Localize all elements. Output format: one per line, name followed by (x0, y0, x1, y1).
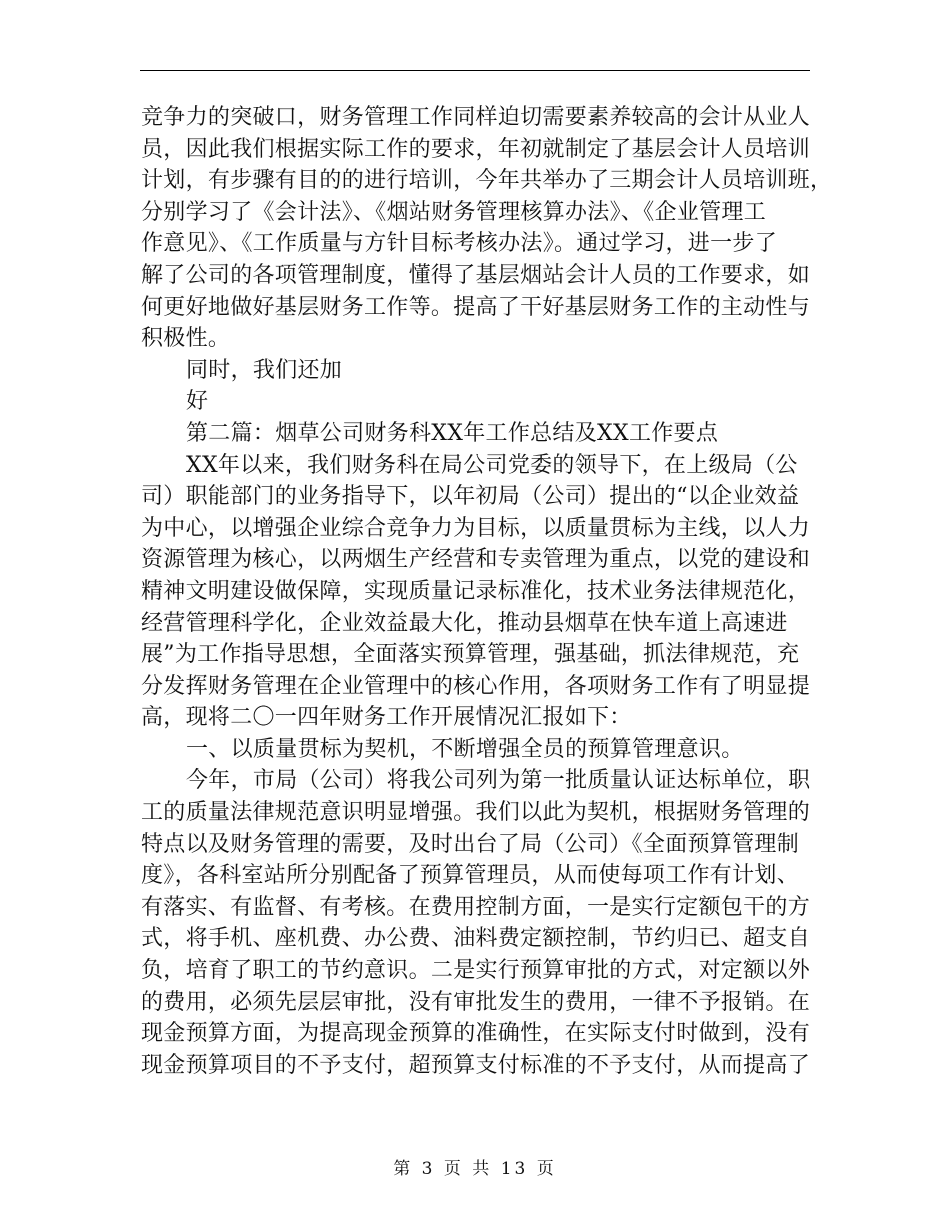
text-line: 一、以质量贯标为契机，不断增强全员的预算管理意识。 (186, 736, 744, 762)
text-line: 式，将手机、座机费、办公费、油料费定额控制，节约归已、超支自 (141, 926, 811, 952)
document-body (141, 102, 833, 1081)
text-line: 为中心，以增强企业综合竞争力为目标，以质量贯标为主线，以人力 (141, 515, 811, 541)
text-line: 今年，市局（公司）将我公司列为第一批质量认证达标单位，职 (186, 768, 811, 794)
text-line: 好 (186, 389, 209, 415)
text-line: 分发挥财务管理在企业管理中的核心作用，各项财务工作有了明显提 (141, 673, 811, 699)
text-line: 有落实、有监督、有考核。在费用控制方面，一是实行定额包干的方 (141, 894, 811, 920)
text-line: 第二篇：烟草公司财务科XX年工作总结及XX工作要点 (186, 420, 719, 446)
text-line: 高，现将二〇一四年财务工作开展情况汇报如下： (141, 705, 632, 731)
text-line: 工的质量法律规范意识明显增强。我们以此为契机，根据财务管理的 (141, 800, 811, 826)
text-line: 积极性。 (141, 326, 231, 352)
text-line: 何更好地做好基层财务工作等。提高了干好基层财务工作的主动性与 (141, 294, 811, 320)
text-line: 经营管理科学化，企业效益最大化，推动县烟草在快车道上高速进 (141, 610, 788, 636)
text-line: 的费用，必须先层层审批，没有审批发生的费用，一律不予报销。在 (141, 989, 811, 1015)
text-line: 资源管理为核心，以两烟生产经营和专卖管理为重点，以党的建设和 (141, 547, 811, 573)
text-line: 司）职能部门的业务指导下，以年初局（公司）提出的“以企业效益 (141, 484, 800, 510)
header-rule (140, 70, 810, 71)
text-line: 解了公司的各项管理制度，懂得了基层烟站会计人员的工作要求，如 (141, 262, 811, 288)
text-line: 精神文明建设做保障，实现质量记录标准化，技术业务法律规范化， (141, 578, 811, 604)
text-line: 作意见》、《工作质量与方针目标考核办法》。通过学习，进一步了 (141, 231, 778, 257)
page-footer: 第 3 页 共 13 页 (393, 1159, 557, 1179)
text-line: 竞争力的突破口，财务管理工作同样迫切需要素养较高的会计从业人 (141, 105, 811, 130)
text-line: 现金预算方面，为提高现金预算的准确性，在实际支付时做到，没有 (141, 1021, 811, 1047)
text-line: 特点以及财务管理的需要，及时出台了局（公司）《全面预算管理制 (141, 831, 800, 857)
text-line: 展”为工作指导思想，全面落实预算管理，强基础，抓法律规范，充 (141, 642, 800, 668)
text-line: XX年以来，我们财务科在局公司党委的领导下，在上级局（公 (186, 452, 798, 478)
text-line: 现金预算项目的不予支付，超预算支付标准的不予支付，从而提高了 (141, 1052, 811, 1078)
text-line: 同时，我们还加 (186, 357, 343, 383)
text-line: 负，培育了职工的节约意识。二是实行预算审批的方式，对定额以外 (141, 958, 811, 984)
text-line: 分别学习了《会计法》、《烟站财务管理核算办法》、《企业管理工 (141, 199, 767, 225)
text-line: 度》，各科室站所分别配备了预算管理员，从而使每项工作有计划、 (141, 863, 800, 889)
text-line: 计划，有步骤有目的的进行培训，今年共举办了三期会计人员培训班， (141, 168, 833, 194)
text-line: 员，因此我们根据实际工作的要求，年初就制定了基层会计人员培训 (141, 136, 811, 162)
